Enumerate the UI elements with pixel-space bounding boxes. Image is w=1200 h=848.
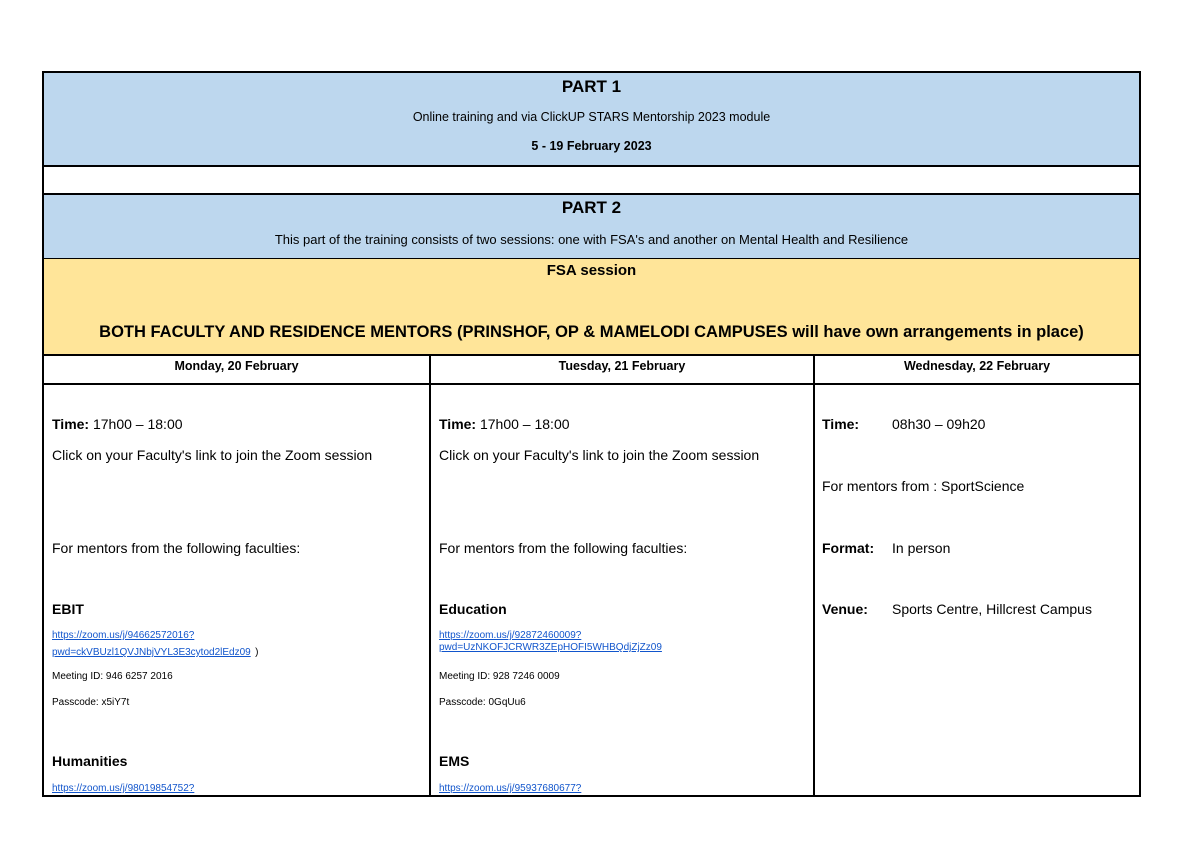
part1-section — [44, 73, 1139, 167]
faculty-education-link-block — [439, 630, 662, 654]
wednesday-time-value: 08h30 – 09h20 — [892, 416, 986, 432]
faculty-ebit-name: EBIT — [52, 601, 84, 617]
schedule-document — [42, 71, 1141, 796]
faculty-ebit-meeting-id: Meeting ID: 946 6257 2016 — [52, 671, 173, 682]
wednesday-mentors-from: For mentors from : SportScience — [822, 478, 1025, 494]
wednesday-column — [815, 385, 1139, 796]
part2-section — [44, 195, 1139, 259]
wednesday-venue-label: Venue: — [822, 601, 868, 617]
faculty-ebit-link-block — [52, 630, 259, 660]
part2-subtitle: This part of the training consists of two sessions: one with FSA's and another on Mental Health and Resilience — [274, 232, 909, 247]
faculty-ebit-link-line2[interactable]: pwd=ckVBUzl1QVJNbjVYL3E3cytod2lEdz09 — [52, 647, 251, 658]
wednesday-time-label: Time: — [822, 416, 860, 432]
monday-column — [44, 385, 431, 796]
faculty-education-meeting-id: Meeting ID: 928 7246 0009 — [439, 671, 560, 682]
wednesday-format-value: In person — [892, 540, 951, 556]
fsa-section — [44, 259, 1139, 356]
day-header-row — [44, 356, 1139, 385]
part2-title: PART 2 — [561, 198, 622, 217]
tuesday-header: Tuesday, 21 February — [431, 356, 815, 383]
faculty-ebit-passcode: Passcode: x5iY7t — [52, 697, 130, 708]
fsa-title: FSA session — [546, 262, 637, 279]
part1-title: PART 1 — [561, 77, 622, 96]
monday-faculties-intro: For mentors from the following faculties: — [52, 540, 301, 556]
spacer-row — [44, 167, 1139, 195]
faculty-humanities-name: Humanities — [52, 753, 128, 769]
monday-header: Monday, 20 February — [44, 356, 431, 383]
faculty-ebit-link-line1[interactable]: https://zoom.us/j/94662572016? — [52, 630, 195, 641]
part1-subtitle: Online training and via ClickUP STARS Mentorship 2023 module — [412, 110, 771, 124]
monday-instruction: Click on your Faculty's link to join the Zoom session — [52, 447, 373, 463]
faculty-education-link-line1[interactable]: https://zoom.us/j/92872460009? — [439, 630, 582, 641]
tuesday-instruction: Click on your Faculty's link to join the Zoom session — [439, 447, 760, 463]
tuesday-column — [431, 385, 815, 796]
faculty-ebit-link-suffix: ) — [255, 647, 259, 658]
day-content-row — [44, 385, 1139, 796]
faculty-ems-name: EMS — [439, 753, 470, 769]
wednesday-format-label: Format: — [822, 540, 875, 556]
faculty-education-link-line2[interactable]: pwd=UzNKOFJCRWR3ZEpHOFI5WHBQdjZjZz09 — [439, 642, 662, 653]
tuesday-faculties-intro: For mentors from the following faculties: — [439, 540, 688, 556]
faculty-education-passcode: Passcode: 0GqUu6 — [439, 697, 526, 708]
faculty-ems-link-line1[interactable]: https://zoom.us/j/95937680677? — [439, 783, 582, 794]
monday-time: Time: 17h00 – 18:00 — [52, 416, 183, 432]
fsa-note: BOTH FACULTY AND RESIDENCE MENTORS (PRINSHOF, OP & MAMELODI CAMPUSES will have own arrangements in place) — [99, 323, 1084, 341]
faculty-education-name: Education — [439, 601, 507, 617]
wednesday-venue-value: Sports Centre, Hillcrest Campus — [892, 601, 1092, 617]
faculty-humanities-link-line1[interactable]: https://zoom.us/j/98019854752? — [52, 783, 195, 794]
part1-dates: 5 - 19 February 2023 — [531, 139, 652, 153]
wednesday-header: Wednesday, 22 February — [903, 359, 1051, 373]
tuesday-time: Time: 17h00 – 18:00 — [439, 416, 570, 432]
bottom-border — [42, 795, 1141, 797]
